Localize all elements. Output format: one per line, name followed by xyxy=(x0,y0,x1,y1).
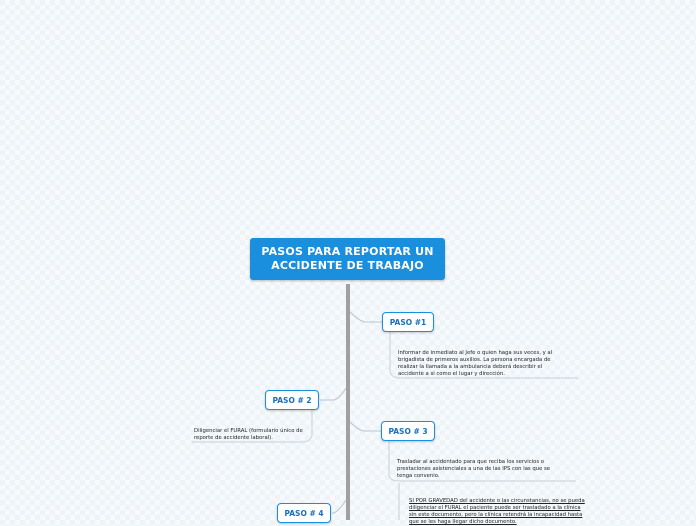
branch-paso-3 xyxy=(350,422,381,431)
note-paso-1: Informar de inmediato al Jefe o quien haga sus veces, y al brigadista de primeros auxilios. La persona encargada de realizar la llamada a la ambulancia deberá describir el accidente a si como el lugar y dirección. xyxy=(398,350,553,377)
note-paso-3-warning: SI POR GRAVEDAD del accidente o las circunstancias, no se pueda diligenciar el FURAL el paciente puede ser trasladado a la clínica sin este documento, pero la clínica retendrá la incapacidad hasta que se les haga llegar dicho documento. xyxy=(409,498,585,525)
root-title-line2: ACCIDENTE DE TRABAJO xyxy=(271,259,424,272)
root-title-line1: PASOS PARA REPORTAR UN xyxy=(261,245,434,258)
topic-paso-2-label: PASO # 2 xyxy=(272,395,312,405)
note-paso-3: Trasladar al accidentado para que reciba los servicios o prestaciones asistenciales a una de las IPS con las que se tenga convenio. xyxy=(397,459,551,479)
topic-paso-4-label: PASO # 4 xyxy=(284,508,324,518)
topic-paso-4[interactable] xyxy=(277,503,331,523)
topic-paso-1-label: PASO #1 xyxy=(389,317,427,327)
branch-paso-1 xyxy=(350,312,382,322)
branch-paso-4 xyxy=(332,500,346,513)
note-paso-2: Diligenciar el FURAL (formulario único de reporte de accidente laboral). xyxy=(194,428,303,441)
topic-paso-1[interactable] xyxy=(382,312,434,332)
topic-paso-3[interactable] xyxy=(381,421,435,441)
branch-paso-2 xyxy=(320,388,346,400)
root-topic[interactable] xyxy=(250,238,445,280)
topic-paso-2[interactable] xyxy=(265,390,319,410)
topic-paso-3-label: PASO # 3 xyxy=(388,426,428,436)
